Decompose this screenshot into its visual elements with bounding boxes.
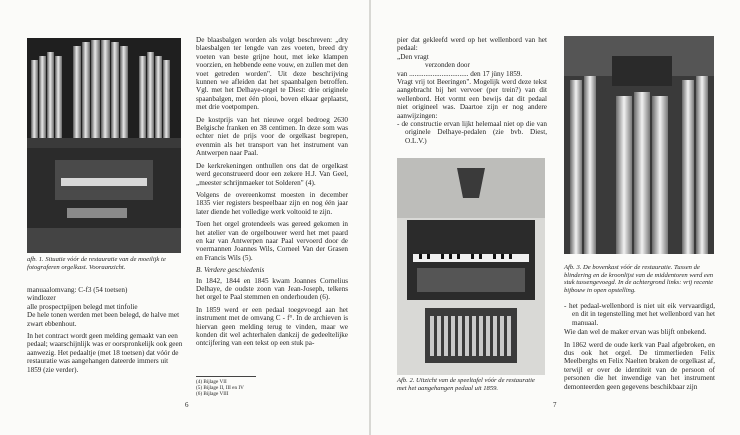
text-line: pier dat gekleefd werd op het wellenbord van het pedaal: (397, 36, 547, 53)
paragraph-contract: In het contract wordt geen melding gemaakt van een pedaal; waarschijnlijk was er oorspronkelijk ook geen aanwezig. Het pedaaltje (met 18 toetsen) dat vóór de restauratie was aangehangen dateerde immers uit 1859 (zie verder). (27, 332, 183, 374)
text-line: verzonden door (425, 61, 470, 70)
paragraph: Volgens de overeenkomst moesten in december 1835 vier registers bespeelbaar zijn en nog één jaar later diende het volledige werk voltooid te zijn. (196, 190, 348, 216)
left-column-2 (196, 36, 348, 352)
paragraph: De blaasbalgen worden als volgt beschreven: „dry blaesbalgen ter lengde van zes voeten, breed dry voeten van beste grijne hout, met ieke klampen voorzien, en hebbende eene vouw, en zullen met den voet getreden worden". Uit deze beschrijving kunnen we afleiden dat het spaanbalgen betroffen. Vgl. met het Delhaye-orgel te Diest: drie originele spaanbalgen, met één plooi, boven elkaar geplaatst, met drie voetpompen. (196, 36, 348, 112)
footnote: (4) Bijlage VII (196, 379, 227, 385)
figure-2-photo (397, 158, 545, 375)
figure-1-photo (27, 38, 181, 253)
paragraph: De kostprijs van het nieuwe orgel bedroeg 2630 Belgische franken en 38 centimen. In deze som was echter niet de prijs voor de orgelkast begrepen, evenmin als het transport van het instrument van Antwerpen naar Paal. (196, 115, 348, 158)
paragraph: In 1859 werd er een pedaal toegevoegd aan het instrument met de omvang C - f°. In de archieven is hiervan geen melding terug te vinden, maar we konden dit wel achterhalen dankzij de gedeeltelijke ontcijfering van een tekst op een stuk pa- (196, 305, 348, 348)
figure-3-photo (564, 36, 714, 254)
paragraph: Wie dan wel de maker ervan was blijft onbekend. (564, 328, 707, 337)
section-heading: B. Verdere geschiedenis (196, 266, 265, 275)
paragraph: In 1862 werd de oude kerk van Paal afgebroken, en dus ook het orgel. De timmerlieden Felix Meelberghs en Felix Naelten braken de orgelkast af, terwijl er over de identiteit van de persoon of personen die het inwendige van het instrument demonteerden geen gegevens beschikbaar zijn (564, 340, 715, 391)
spec-line: windlozer (27, 294, 56, 303)
spec-list (27, 286, 183, 374)
figure-1-caption: afb. 1. Situatie vóór de restauratie van de moeilijk te fotograferen orgelkast. Vooraanzicht. (27, 256, 166, 271)
paragraph: Toen het orgel grotendeels was gereed gekomen in het atelier van de orgelbouwer werd het met paard en kar van Antwerpen naar Paal vervoerd door de voermannen Joannes Wils, Corneel Van der Grasen en Francis Wils (5). (196, 220, 348, 262)
spec-line: alle prospectpijpen belegd met tinfolie (27, 302, 138, 311)
text-line: „Den vragt (397, 52, 429, 61)
footnote: (6) Bijlage VIII (196, 391, 229, 397)
footnotes (196, 376, 256, 397)
right-page (371, 0, 740, 435)
paragraph: - het pedaal-wellenbord is niet uit eik vervaardigd, en dit in tegenstelling met het wellenbord van het manuaal. (564, 302, 715, 327)
right-column-1 (397, 36, 547, 145)
spec-line: De hele tonen werden met been belegd, de halve met zwart ebbenhout. (27, 311, 180, 328)
figure-3-caption: Afb. 3. De bovenkast vóór de restauratie. Tussen de blindering en de kroonlijst van de middentoren werd een stuk tussengevoegd. In de achtergrond links: vrij recente bijbouw in open opstelling. (564, 264, 714, 294)
right-column-2 (564, 302, 715, 395)
figure-2-caption: Afb. 2. Uitzicht van de speeltafel vóór de restauratie met het aangehangen pedaal uit 1859. (397, 377, 535, 392)
page-number: 7 (553, 401, 557, 409)
spec-line: manuaalomvang: C-f3 (54 toetsen) (27, 286, 128, 294)
footnote: (5) Bijlage II, III en IV (196, 385, 244, 391)
text-line: - de constructie ervan lijkt helemaal niet op die van originele Delhaye-pedalen (zie bvb. Diest, O.L.V.) (397, 120, 547, 145)
organ-case-illustration (27, 38, 181, 253)
text-line: Vragt vrij tot Beeringen". Mogelijk werd deze tekst aangebracht bij het vervoer (per trein?) van dit wellenbord. Het vormt een bewijs dat dit pedaal niet origineel was. Daartoe zijn er nog andere aanwijzingen: (397, 78, 547, 120)
left-page (0, 0, 369, 435)
console-illustration (397, 158, 545, 375)
page-number: 6 (185, 401, 189, 409)
paragraph: In 1842, 1844 en 1845 kwam Joannes Cornelius Delhaye, de oudste zoon van Jean-Joseph, telkens het orgel te Paal stemmen en onderhouden (6). (196, 276, 348, 302)
paragraph: De kerkrekeningen onthullen ons dat de orgelkast werd geconstrueerd door een zekere H.J. Van Geel, „meester schrijnmaeker tot Solderen" (4). (196, 161, 348, 187)
upper-case-illustration (564, 36, 714, 254)
text-line: van ................................. den 17 jüny 1859. (397, 69, 523, 78)
